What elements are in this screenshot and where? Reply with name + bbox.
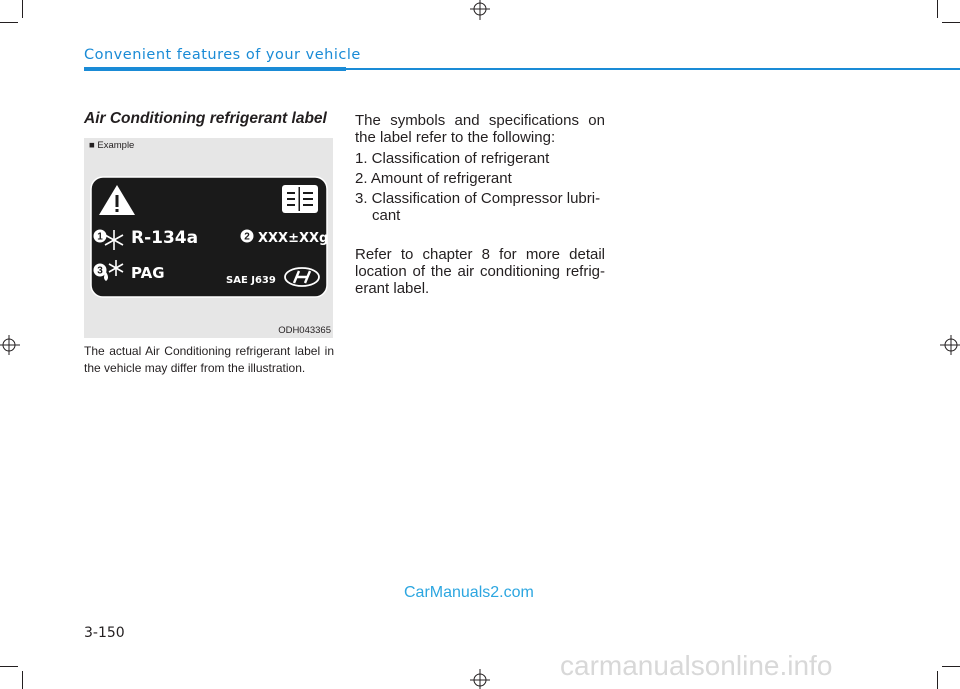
- site-watermark: carmanualsonline.info: [560, 650, 833, 681]
- marker-1-text: 1: [97, 231, 103, 243]
- list-item: 3. Classification of Compressor lubri- cant: [355, 190, 601, 224]
- carmanuals-watermark[interactable]: CarManuals2.com: [404, 584, 534, 601]
- section-title: Air Conditioning refrigerant label: [84, 110, 327, 127]
- refrigerant-amount: XXX±XXg: [258, 231, 328, 246]
- refrigerant-label-illustration: [90, 176, 328, 298]
- right-column: [355, 112, 605, 297]
- crop-mark: [22, 671, 23, 689]
- figure: [84, 138, 333, 338]
- manual-book-icon: [282, 185, 318, 213]
- lubricant-type: PAG: [131, 264, 165, 282]
- figure-caption: The actual Air Conditioning refrigerant label in the vehicle may differ from the illustration.: [84, 344, 334, 375]
- header-rule-thin: [346, 68, 960, 70]
- intro-paragraph: The symbols and specifications on the label refer to the following:: [355, 112, 605, 146]
- crop-mark: [937, 671, 938, 689]
- figure-code: ODH043365: [278, 325, 331, 336]
- sae-standard: SAE J639: [226, 275, 276, 286]
- page-number: 3-150: [84, 625, 125, 641]
- crop-mark: [937, 0, 938, 18]
- header-rule-thick: [84, 67, 346, 71]
- list-item: 2. Amount of refrigerant: [355, 170, 512, 187]
- registration-mark: [468, 669, 492, 689]
- marker-3-text: 3: [97, 265, 103, 277]
- registration-mark: [468, 0, 492, 20]
- crop-mark: [0, 666, 18, 667]
- registration-mark: [0, 333, 20, 357]
- detail-paragraph: Refer to chapter 8 for more detail location of the air conditioning refrig- erant label.: [355, 246, 605, 297]
- refrigerant-type: R-134a: [131, 228, 199, 248]
- crop-mark: [22, 0, 23, 18]
- list-item: 1. Classification of refrigerant: [355, 150, 550, 167]
- crop-mark: [0, 22, 18, 23]
- running-header: Convenient features of your vehicle: [84, 47, 361, 63]
- marker-2-text: 2: [244, 231, 250, 243]
- crop-mark: [942, 22, 960, 23]
- registration-mark: [940, 333, 960, 357]
- crop-mark: [942, 666, 960, 667]
- example-label: ■ Example: [89, 140, 135, 151]
